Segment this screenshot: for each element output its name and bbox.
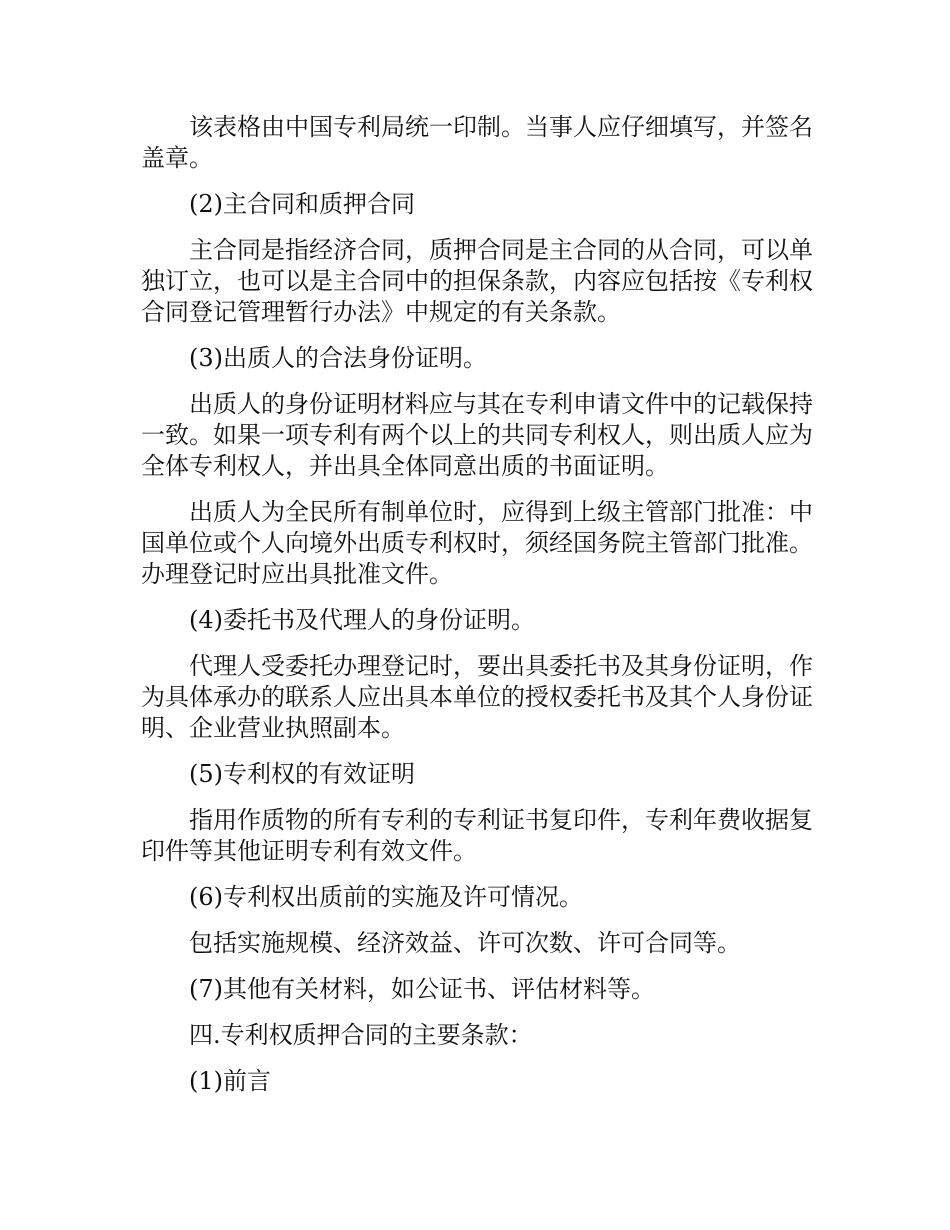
section-heading-main-clauses: 四.专利权质押合同的主要条款： bbox=[189, 1021, 533, 1049]
paragraph-implementation-license: 包括实施规模、经济效益、许可次数、许可合同等。 bbox=[189, 929, 741, 957]
paragraph-agent-identity: 代理人受委托办理登记时，要出具委托书及其身份证明，作为具体承办的联系人应出具本单位的授权委托书及其个人身份证明、企业营业执照副本。 bbox=[141, 652, 813, 742]
heading-preface: (1)前言 bbox=[189, 1067, 271, 1095]
heading-main-and-pledge-contract: (2)主合同和质押合同 bbox=[189, 190, 415, 218]
heading-pledgor-identity: (3)出质人的合法身份证明。 bbox=[189, 344, 487, 372]
paragraph-state-owned-approval: 出质人为全民所有制单位时，应得到上级主管部门批准：中国单位或个人向境外出质专利权时，须经国务院主管部门批准。办理登记时应出具批准文件。 bbox=[141, 498, 813, 588]
heading-implementation-license: (6)专利权出质前的实施及许可情况。 bbox=[189, 883, 583, 911]
paragraph-main-contract: 主合同是指经济合同，质押合同是主合同的从合同，可以单独订立，也可以是主合同中的担保条款，内容应包括按《专利权合同登记管理暂行办法》中规定的有关条款。 bbox=[141, 236, 813, 326]
heading-patent-validity: (5)专利权的有效证明 bbox=[189, 760, 415, 788]
paragraph-form-printing: 该表格由中国专利局统一印制。当事人应仔细填写，并签名盖章。 bbox=[141, 113, 813, 172]
heading-power-of-attorney: (4)委托书及代理人的身份证明。 bbox=[189, 606, 535, 634]
heading-other-materials: (7)其他有关材料，如公证书、评估材料等。 bbox=[189, 975, 655, 1003]
paragraph-pledgor-identity: 出质人的身份证明材料应与其在专利申请文件中的记载保持一致。如果一项专利有两个以上的共同专利权人，则出质人应为全体专利权人，并出具全体同意出质的书面证明。 bbox=[141, 390, 813, 480]
document-body bbox=[141, 112, 813, 1112]
paragraph-patent-validity: 指用作质物的所有专利的专利证书复印件，专利年费收据复印件等其他证明专利有效文件。 bbox=[141, 806, 813, 865]
